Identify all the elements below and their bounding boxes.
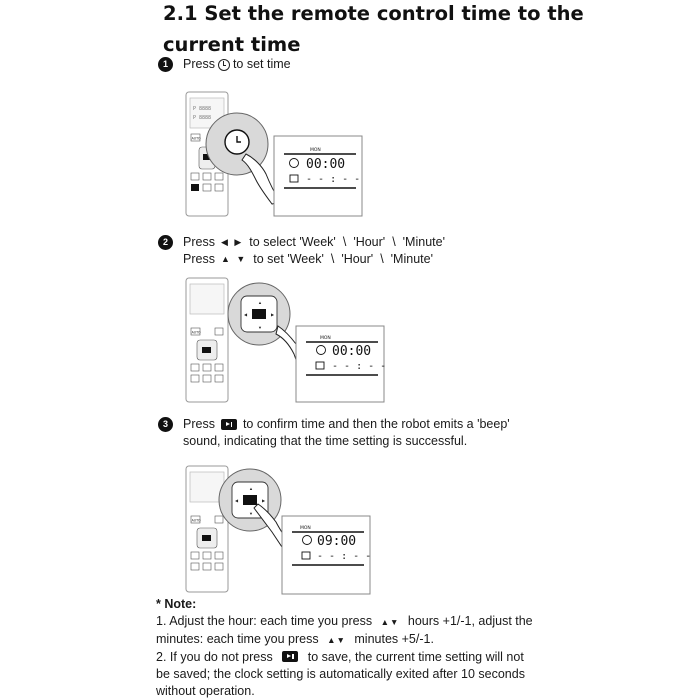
note-item-2-cont: be saved; the clock setting is automatically exited after 10 seconds	[156, 667, 525, 681]
note-item-1	[156, 613, 556, 631]
step-3-press: Press	[183, 417, 215, 431]
note-section	[156, 596, 556, 700]
display-schedule: - - : - -	[317, 551, 372, 562]
note-1-text-d: minutes +5/-1.	[354, 632, 434, 646]
display-schedule: - - : - -	[332, 361, 387, 372]
svg-text:◀: ◀	[244, 312, 248, 317]
note-item-2	[156, 649, 556, 666]
note-1-text-b: hours +1/-1, adjust the	[407, 614, 533, 628]
remote-screen-text: P 8888	[193, 106, 212, 112]
hour-text: 'Hour'	[341, 252, 374, 266]
remote-control	[186, 278, 228, 402]
title-line-2: current time	[163, 33, 301, 56]
step-3-text-a: to confirm time and then the robot emits a 'beep'	[242, 417, 510, 431]
minute-text: 'Minute'	[390, 252, 433, 266]
time-display-panel	[282, 516, 371, 594]
hour-text: 'Hour'	[353, 235, 386, 249]
svg-text:▼: ▼	[249, 511, 253, 516]
play-pause-icon	[221, 419, 237, 430]
display-time: 09:00	[317, 534, 357, 549]
separator: \	[380, 252, 384, 266]
clock-icon	[218, 59, 230, 71]
note-2-text-b: to save, the current time setting will not	[307, 650, 524, 664]
minute-text: 'Minute'	[402, 235, 445, 249]
up-down-arrow-icon: ▲ ▼	[220, 254, 248, 264]
illustration-step-2	[180, 274, 390, 406]
separator: \	[392, 235, 396, 249]
svg-text:P 8888: P 8888	[193, 115, 212, 121]
step-2	[158, 234, 445, 268]
auto-label: AUTO	[191, 330, 201, 335]
remote-control	[186, 466, 228, 592]
illustration-step-1	[180, 88, 370, 220]
separator: \	[330, 252, 335, 266]
step-number-2: 2	[158, 235, 173, 250]
svg-text:▶: ▶	[262, 498, 266, 503]
auto-label: AUTO	[191, 136, 201, 141]
display-schedule: - - : - -	[306, 174, 361, 185]
svg-text:▲: ▲	[258, 300, 262, 305]
day-label: MON	[320, 336, 331, 341]
step-2-set-text: to set 'Week'	[253, 252, 324, 266]
page-title	[163, 0, 603, 60]
time-display-panel	[296, 326, 386, 402]
svg-text:▼: ▼	[258, 325, 262, 330]
step-number-1: 1	[158, 57, 173, 72]
step-number-3: 3	[158, 417, 173, 432]
up-down-arrow-icon: ▲▼	[380, 617, 400, 627]
svg-text:▲: ▲	[249, 486, 253, 491]
separator: \	[342, 235, 347, 249]
display-time: 00:00	[306, 157, 346, 172]
note-1-text-a: 1. Adjust the hour: each time you press	[156, 614, 373, 628]
step-2-select-text: to select 'Week'	[249, 235, 336, 249]
step-1-text-b: to set time	[232, 57, 291, 71]
auto-label: AUTO	[191, 518, 201, 523]
step-1	[158, 56, 291, 73]
step-1-text-a: Press	[183, 57, 215, 71]
left-right-arrow-icon: ◀ ▶	[220, 237, 244, 247]
day-label: MON	[310, 148, 321, 153]
note-2-text-a: 2. If you do not press	[156, 650, 273, 664]
up-down-arrow-icon: ▲▼	[327, 635, 346, 645]
display-time: 00:00	[332, 344, 372, 359]
title-line-1: 2.1 Set the remote control time to the	[163, 2, 584, 25]
note-1-text-c: minutes: each time you press	[156, 632, 319, 646]
play-pause-icon	[282, 651, 298, 662]
svg-text:◀: ◀	[235, 498, 239, 503]
svg-text:▶: ▶	[271, 312, 275, 317]
step-2-press-b: Press	[183, 252, 215, 266]
note-title: * Note:	[156, 597, 197, 611]
note-item-1-cont	[156, 631, 556, 649]
time-display-panel	[274, 136, 362, 216]
step-3	[158, 416, 510, 450]
step-3-text-b: sound, indicating that the time setting is successful.	[183, 434, 468, 448]
day-label: MON	[300, 526, 311, 531]
illustration-step-3	[180, 462, 380, 596]
step-2-press-a: Press	[183, 235, 215, 249]
note-item-2-end: without operation.	[156, 684, 255, 698]
